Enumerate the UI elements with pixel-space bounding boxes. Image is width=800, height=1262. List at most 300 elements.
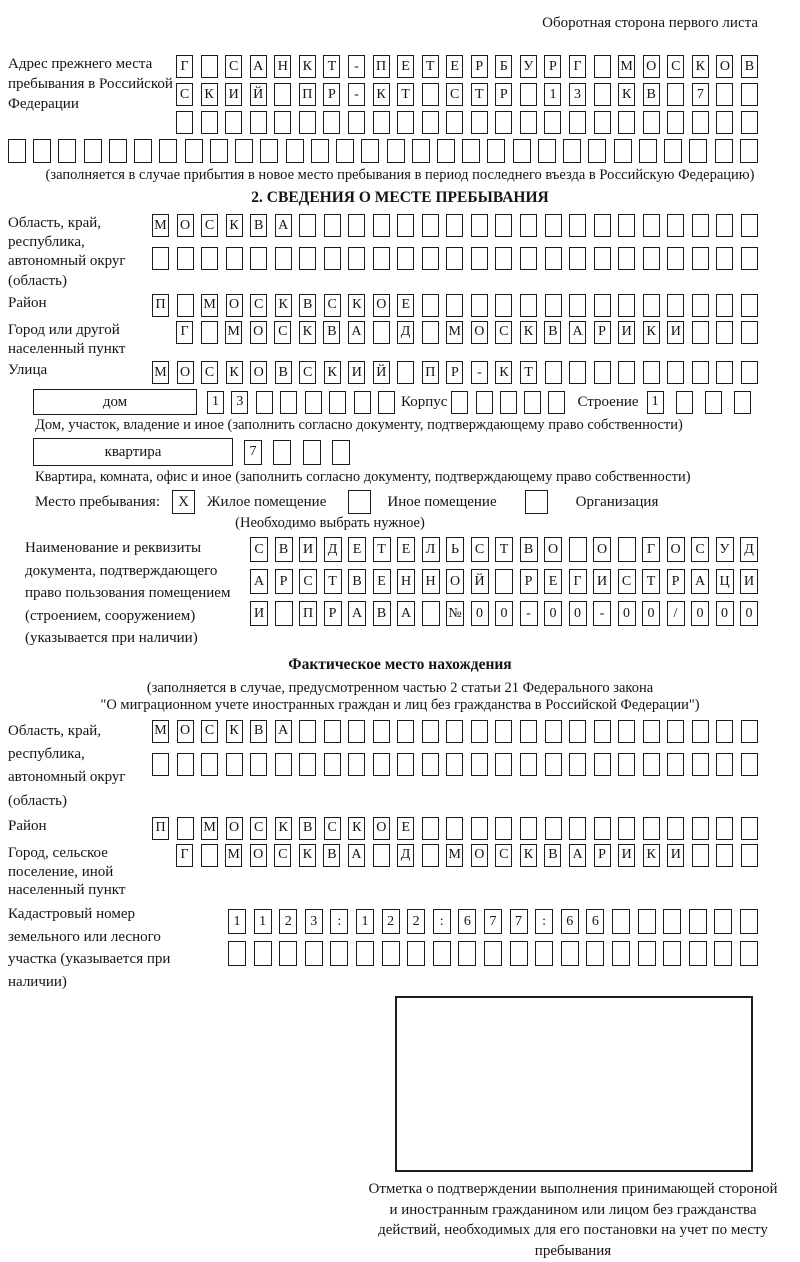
char-cell[interactable] bbox=[446, 214, 463, 237]
char-cell[interactable]: В bbox=[348, 569, 366, 594]
char-cell[interactable]: Р bbox=[520, 569, 538, 594]
char-cell[interactable]: Н bbox=[422, 569, 440, 594]
char-cell[interactable]: К bbox=[520, 321, 537, 344]
char-cell[interactable]: Й bbox=[250, 83, 267, 106]
char-cell[interactable] bbox=[716, 817, 733, 840]
char-cell[interactable]: В bbox=[275, 537, 293, 562]
cadastral-row-2[interactable] bbox=[228, 941, 758, 966]
char-cell[interactable]: С bbox=[324, 294, 341, 317]
char-cell[interactable] bbox=[324, 753, 341, 776]
char-cell[interactable]: 3 bbox=[305, 909, 323, 934]
char-cell[interactable] bbox=[667, 361, 684, 384]
char-cell[interactable]: В bbox=[520, 537, 538, 562]
char-cell[interactable] bbox=[618, 753, 635, 776]
char-cell[interactable]: Е bbox=[397, 294, 414, 317]
char-cell[interactable] bbox=[201, 247, 218, 270]
char-cell[interactable] bbox=[594, 214, 611, 237]
apartment-type-box[interactable]: квартира bbox=[33, 438, 233, 466]
region-row-2[interactable] bbox=[152, 247, 758, 270]
char-cell[interactable] bbox=[159, 139, 177, 163]
char-cell[interactable]: Р bbox=[323, 83, 340, 106]
char-cell[interactable]: А bbox=[250, 569, 268, 594]
char-cell[interactable] bbox=[225, 111, 242, 134]
char-cell[interactable]: И bbox=[740, 569, 758, 594]
char-cell[interactable] bbox=[228, 941, 246, 966]
char-cell[interactable] bbox=[177, 294, 194, 317]
char-cell[interactable] bbox=[618, 361, 635, 384]
char-cell[interactable] bbox=[741, 844, 758, 867]
char-cell[interactable] bbox=[667, 83, 684, 106]
char-cell[interactable]: А bbox=[348, 321, 365, 344]
char-cell[interactable] bbox=[397, 720, 414, 743]
char-cell[interactable] bbox=[256, 391, 273, 414]
char-cell[interactable] bbox=[422, 720, 439, 743]
char-cell[interactable] bbox=[382, 941, 400, 966]
char-cell[interactable]: О bbox=[643, 55, 660, 78]
char-cell[interactable] bbox=[451, 391, 468, 414]
char-cell[interactable]: О bbox=[177, 214, 194, 237]
char-cell[interactable] bbox=[639, 139, 657, 163]
char-cell[interactable]: П bbox=[152, 294, 169, 317]
char-cell[interactable]: Т bbox=[323, 55, 340, 78]
char-cell[interactable] bbox=[545, 247, 562, 270]
char-cell[interactable]: Т bbox=[642, 569, 660, 594]
char-cell[interactable] bbox=[458, 941, 476, 966]
prev-address-row-2[interactable] bbox=[176, 83, 758, 106]
char-cell[interactable] bbox=[471, 720, 488, 743]
char-cell[interactable]: К bbox=[520, 844, 537, 867]
char-cell[interactable]: А bbox=[569, 844, 586, 867]
char-cell[interactable] bbox=[510, 941, 528, 966]
char-cell[interactable] bbox=[667, 817, 684, 840]
char-cell[interactable]: Р bbox=[594, 844, 611, 867]
char-cell[interactable] bbox=[692, 321, 709, 344]
char-cell[interactable] bbox=[303, 440, 321, 465]
char-cell[interactable] bbox=[520, 753, 537, 776]
char-cell[interactable]: 3 bbox=[231, 391, 248, 414]
char-cell[interactable]: Е bbox=[348, 537, 366, 562]
char-cell[interactable]: А bbox=[348, 844, 365, 867]
char-cell[interactable] bbox=[354, 391, 371, 414]
char-cell[interactable] bbox=[397, 753, 414, 776]
char-cell[interactable] bbox=[618, 720, 635, 743]
char-cell[interactable] bbox=[664, 139, 682, 163]
city-row[interactable] bbox=[176, 321, 758, 344]
char-cell[interactable] bbox=[348, 753, 365, 776]
char-cell[interactable]: Т bbox=[422, 55, 439, 78]
char-cell[interactable] bbox=[643, 817, 660, 840]
char-cell[interactable] bbox=[569, 294, 586, 317]
char-cell[interactable] bbox=[569, 720, 586, 743]
char-cell[interactable] bbox=[643, 111, 660, 134]
char-cell[interactable] bbox=[495, 111, 512, 134]
char-cell[interactable]: П bbox=[152, 817, 169, 840]
char-cell[interactable]: С bbox=[691, 537, 709, 562]
char-cell[interactable]: 0 bbox=[642, 601, 660, 626]
char-cell[interactable]: Т bbox=[373, 537, 391, 562]
char-cell[interactable]: В bbox=[323, 321, 340, 344]
char-cell[interactable] bbox=[336, 139, 354, 163]
char-cell[interactable]: У bbox=[520, 55, 537, 78]
char-cell[interactable] bbox=[716, 294, 733, 317]
char-cell[interactable] bbox=[520, 817, 537, 840]
char-cell[interactable]: А bbox=[348, 601, 366, 626]
char-cell[interactable]: - bbox=[348, 55, 365, 78]
char-cell[interactable] bbox=[373, 214, 390, 237]
char-cell[interactable]: 0 bbox=[569, 601, 587, 626]
char-cell[interactable]: К bbox=[348, 817, 365, 840]
char-cell[interactable] bbox=[692, 361, 709, 384]
char-cell[interactable] bbox=[612, 909, 630, 934]
char-cell[interactable] bbox=[716, 361, 733, 384]
char-cell[interactable]: Р bbox=[594, 321, 611, 344]
char-cell[interactable]: В bbox=[544, 321, 561, 344]
char-cell[interactable] bbox=[741, 111, 758, 134]
char-cell[interactable] bbox=[561, 941, 579, 966]
char-cell[interactable]: М bbox=[152, 361, 169, 384]
char-cell[interactable]: С bbox=[324, 817, 341, 840]
char-cell[interactable]: С bbox=[201, 361, 218, 384]
char-cell[interactable] bbox=[692, 294, 709, 317]
char-cell[interactable] bbox=[471, 817, 488, 840]
char-cell[interactable]: Е bbox=[397, 817, 414, 840]
char-cell[interactable] bbox=[373, 111, 390, 134]
char-cell[interactable] bbox=[667, 111, 684, 134]
region-row-1[interactable] bbox=[152, 214, 758, 237]
char-cell[interactable]: В bbox=[275, 361, 292, 384]
char-cell[interactable]: 6 bbox=[458, 909, 476, 934]
char-cell[interactable] bbox=[422, 601, 440, 626]
char-cell[interactable]: К bbox=[495, 361, 512, 384]
char-cell[interactable]: Б bbox=[495, 55, 512, 78]
char-cell[interactable] bbox=[618, 817, 635, 840]
char-cell[interactable] bbox=[594, 247, 611, 270]
document-row-2[interactable] bbox=[250, 569, 758, 594]
char-cell[interactable] bbox=[495, 569, 513, 594]
char-cell[interactable] bbox=[422, 321, 439, 344]
char-cell[interactable] bbox=[638, 941, 656, 966]
char-cell[interactable] bbox=[433, 941, 451, 966]
char-cell[interactable]: Е bbox=[446, 55, 463, 78]
char-cell[interactable] bbox=[361, 139, 379, 163]
char-cell[interactable]: К bbox=[299, 55, 316, 78]
char-cell[interactable]: С bbox=[250, 537, 268, 562]
char-cell[interactable] bbox=[273, 440, 291, 465]
char-cell[interactable]: Н bbox=[274, 55, 291, 78]
district-row[interactable] bbox=[152, 294, 758, 317]
char-cell[interactable] bbox=[201, 111, 218, 134]
char-cell[interactable] bbox=[329, 391, 346, 414]
char-cell[interactable] bbox=[667, 214, 684, 237]
char-cell[interactable] bbox=[569, 537, 587, 562]
char-cell[interactable]: М bbox=[225, 321, 242, 344]
char-cell[interactable]: П bbox=[373, 55, 390, 78]
char-cell[interactable]: П bbox=[299, 83, 316, 106]
char-cell[interactable]: О bbox=[373, 817, 390, 840]
char-cell[interactable] bbox=[33, 139, 51, 163]
char-cell[interactable] bbox=[305, 941, 323, 966]
char-cell[interactable] bbox=[716, 720, 733, 743]
char-cell[interactable]: Д bbox=[397, 844, 414, 867]
char-cell[interactable]: 7 bbox=[484, 909, 502, 934]
char-cell[interactable]: С bbox=[495, 844, 512, 867]
char-cell[interactable] bbox=[618, 247, 635, 270]
char-cell[interactable]: Т bbox=[495, 537, 513, 562]
cadastral-row-1[interactable] bbox=[228, 909, 758, 934]
char-cell[interactable]: К bbox=[201, 83, 218, 106]
char-cell[interactable]: А bbox=[275, 720, 292, 743]
char-cell[interactable] bbox=[476, 391, 493, 414]
char-cell[interactable] bbox=[254, 941, 272, 966]
char-cell[interactable] bbox=[716, 844, 733, 867]
char-cell[interactable]: Н bbox=[397, 569, 415, 594]
char-cell[interactable]: 7 bbox=[510, 909, 528, 934]
char-cell[interactable]: У bbox=[716, 537, 734, 562]
char-cell[interactable] bbox=[545, 214, 562, 237]
char-cell[interactable] bbox=[569, 753, 586, 776]
char-cell[interactable]: 1 bbox=[356, 909, 374, 934]
char-cell[interactable] bbox=[235, 139, 253, 163]
stay-option-org-checkbox[interactable] bbox=[525, 490, 548, 514]
char-cell[interactable] bbox=[716, 321, 733, 344]
char-cell[interactable] bbox=[545, 294, 562, 317]
prev-address-row-3[interactable] bbox=[176, 111, 758, 134]
char-cell[interactable] bbox=[643, 361, 660, 384]
char-cell[interactable] bbox=[667, 247, 684, 270]
char-cell[interactable] bbox=[618, 537, 636, 562]
char-cell[interactable]: 0 bbox=[495, 601, 513, 626]
char-cell[interactable] bbox=[299, 111, 316, 134]
char-cell[interactable]: Й bbox=[471, 569, 489, 594]
char-cell[interactable]: И bbox=[593, 569, 611, 594]
char-cell[interactable] bbox=[740, 909, 758, 934]
char-cell[interactable] bbox=[692, 720, 709, 743]
char-cell[interactable]: 1 bbox=[207, 391, 224, 414]
char-cell[interactable] bbox=[134, 139, 152, 163]
char-cell[interactable]: : bbox=[535, 909, 553, 934]
char-cell[interactable] bbox=[667, 720, 684, 743]
char-cell[interactable] bbox=[741, 753, 758, 776]
char-cell[interactable]: А bbox=[397, 601, 415, 626]
char-cell[interactable] bbox=[689, 941, 707, 966]
char-cell[interactable] bbox=[226, 753, 243, 776]
char-cell[interactable] bbox=[201, 844, 218, 867]
char-cell[interactable]: М bbox=[618, 55, 635, 78]
char-cell[interactable] bbox=[716, 111, 733, 134]
char-cell[interactable] bbox=[667, 294, 684, 317]
char-cell[interactable] bbox=[305, 391, 322, 414]
char-cell[interactable]: О bbox=[226, 817, 243, 840]
char-cell[interactable] bbox=[422, 111, 439, 134]
char-cell[interactable]: № bbox=[446, 601, 464, 626]
char-cell[interactable] bbox=[185, 139, 203, 163]
char-cell[interactable]: 1 bbox=[254, 909, 272, 934]
char-cell[interactable] bbox=[378, 391, 395, 414]
char-cell[interactable] bbox=[643, 753, 660, 776]
char-cell[interactable] bbox=[741, 361, 758, 384]
char-cell[interactable] bbox=[446, 111, 463, 134]
char-cell[interactable] bbox=[663, 909, 681, 934]
char-cell[interactable] bbox=[84, 139, 102, 163]
char-cell[interactable] bbox=[373, 720, 390, 743]
char-cell[interactable] bbox=[274, 83, 291, 106]
char-cell[interactable]: Д bbox=[324, 537, 342, 562]
char-cell[interactable] bbox=[692, 844, 709, 867]
char-cell[interactable] bbox=[397, 111, 414, 134]
char-cell[interactable]: 7 bbox=[692, 83, 709, 106]
char-cell[interactable]: В bbox=[544, 844, 561, 867]
char-cell[interactable] bbox=[715, 139, 733, 163]
char-cell[interactable]: - bbox=[471, 361, 488, 384]
char-cell[interactable] bbox=[594, 361, 611, 384]
char-cell[interactable]: М bbox=[446, 321, 463, 344]
char-cell[interactable] bbox=[569, 214, 586, 237]
prev-address-row-4[interactable] bbox=[8, 139, 758, 163]
char-cell[interactable] bbox=[471, 247, 488, 270]
char-cell[interactable] bbox=[471, 294, 488, 317]
char-cell[interactable]: С bbox=[274, 321, 291, 344]
house-type-box[interactable]: дом bbox=[33, 389, 197, 415]
char-cell[interactable]: 2 bbox=[407, 909, 425, 934]
char-cell[interactable]: К bbox=[275, 294, 292, 317]
char-cell[interactable] bbox=[201, 321, 218, 344]
char-cell[interactable]: А bbox=[275, 214, 292, 237]
char-cell[interactable]: В bbox=[299, 294, 316, 317]
char-cell[interactable] bbox=[663, 941, 681, 966]
char-cell[interactable]: М bbox=[201, 294, 218, 317]
char-cell[interactable]: 2 bbox=[279, 909, 297, 934]
char-cell[interactable] bbox=[422, 817, 439, 840]
char-cell[interactable] bbox=[545, 753, 562, 776]
char-cell[interactable] bbox=[520, 83, 537, 106]
char-cell[interactable] bbox=[535, 941, 553, 966]
char-cell[interactable] bbox=[495, 817, 512, 840]
stay-option-zhiloe-checkbox[interactable]: X bbox=[172, 490, 195, 514]
char-cell[interactable] bbox=[740, 941, 758, 966]
char-cell[interactable]: Р bbox=[667, 569, 685, 594]
char-cell[interactable]: 1 bbox=[647, 391, 664, 414]
char-cell[interactable]: Д bbox=[740, 537, 758, 562]
char-cell[interactable] bbox=[714, 909, 732, 934]
char-cell[interactable] bbox=[274, 111, 291, 134]
char-cell[interactable]: А bbox=[691, 569, 709, 594]
char-cell[interactable]: С bbox=[225, 55, 242, 78]
char-cell[interactable] bbox=[716, 83, 733, 106]
char-cell[interactable] bbox=[471, 111, 488, 134]
char-cell[interactable]: 1 bbox=[228, 909, 246, 934]
char-cell[interactable]: Е bbox=[397, 537, 415, 562]
char-cell[interactable]: О bbox=[250, 321, 267, 344]
char-cell[interactable] bbox=[422, 247, 439, 270]
char-cell[interactable] bbox=[500, 391, 517, 414]
char-cell[interactable] bbox=[594, 83, 611, 106]
char-cell[interactable]: О bbox=[471, 321, 488, 344]
char-cell[interactable]: К bbox=[373, 83, 390, 106]
char-cell[interactable]: Е bbox=[373, 569, 391, 594]
char-cell[interactable] bbox=[495, 720, 512, 743]
char-cell[interactable] bbox=[692, 214, 709, 237]
char-cell[interactable] bbox=[437, 139, 455, 163]
char-cell[interactable] bbox=[8, 139, 26, 163]
char-cell[interactable]: С bbox=[250, 817, 267, 840]
char-cell[interactable] bbox=[152, 753, 169, 776]
char-cell[interactable] bbox=[250, 753, 267, 776]
char-cell[interactable] bbox=[520, 111, 537, 134]
char-cell[interactable] bbox=[176, 111, 193, 134]
char-cell[interactable] bbox=[741, 294, 758, 317]
char-cell[interactable]: С bbox=[495, 321, 512, 344]
char-cell[interactable]: / bbox=[667, 601, 685, 626]
char-cell[interactable]: Р bbox=[324, 601, 342, 626]
char-cell[interactable] bbox=[422, 753, 439, 776]
char-cell[interactable] bbox=[594, 720, 611, 743]
char-cell[interactable] bbox=[422, 294, 439, 317]
char-cell[interactable]: - bbox=[348, 83, 365, 106]
apartment-number-row[interactable] bbox=[244, 440, 350, 465]
char-cell[interactable]: 0 bbox=[716, 601, 734, 626]
char-cell[interactable]: В bbox=[250, 214, 267, 237]
char-cell[interactable]: И bbox=[618, 321, 635, 344]
char-cell[interactable] bbox=[643, 294, 660, 317]
char-cell[interactable]: К bbox=[348, 294, 365, 317]
char-cell[interactable]: В bbox=[299, 817, 316, 840]
char-cell[interactable] bbox=[524, 391, 541, 414]
char-cell[interactable]: С bbox=[446, 83, 463, 106]
char-cell[interactable] bbox=[226, 247, 243, 270]
char-cell[interactable] bbox=[594, 111, 611, 134]
char-cell[interactable]: С bbox=[176, 83, 193, 106]
char-cell[interactable]: К bbox=[299, 844, 316, 867]
char-cell[interactable] bbox=[594, 817, 611, 840]
char-cell[interactable]: О bbox=[667, 537, 685, 562]
char-cell[interactable]: Р bbox=[544, 55, 561, 78]
char-cell[interactable]: Й bbox=[373, 361, 390, 384]
char-cell[interactable] bbox=[643, 720, 660, 743]
stroenie-row[interactable] bbox=[647, 391, 751, 414]
char-cell[interactable]: Р bbox=[275, 569, 293, 594]
char-cell[interactable]: О bbox=[177, 720, 194, 743]
char-cell[interactable]: Г bbox=[569, 569, 587, 594]
prev-address-row-1[interactable] bbox=[176, 55, 758, 78]
char-cell[interactable]: К bbox=[618, 83, 635, 106]
char-cell[interactable] bbox=[594, 753, 611, 776]
char-cell[interactable]: С bbox=[201, 720, 218, 743]
char-cell[interactable]: 0 bbox=[618, 601, 636, 626]
char-cell[interactable] bbox=[323, 111, 340, 134]
char-cell[interactable]: О bbox=[250, 844, 267, 867]
char-cell[interactable]: К bbox=[643, 321, 660, 344]
char-cell[interactable] bbox=[643, 247, 660, 270]
char-cell[interactable] bbox=[58, 139, 76, 163]
char-cell[interactable]: С bbox=[667, 55, 684, 78]
char-cell[interactable] bbox=[740, 139, 758, 163]
char-cell[interactable]: Т bbox=[471, 83, 488, 106]
char-cell[interactable]: К bbox=[324, 361, 341, 384]
char-cell[interactable] bbox=[734, 391, 751, 414]
house-number-row[interactable] bbox=[207, 391, 395, 414]
char-cell[interactable]: Ь bbox=[446, 537, 464, 562]
char-cell[interactable]: И bbox=[225, 83, 242, 106]
char-cell[interactable] bbox=[513, 139, 531, 163]
char-cell[interactable] bbox=[484, 941, 502, 966]
char-cell[interactable]: В bbox=[250, 720, 267, 743]
char-cell[interactable]: Т bbox=[324, 569, 342, 594]
char-cell[interactable]: М bbox=[225, 844, 242, 867]
char-cell[interactable] bbox=[495, 214, 512, 237]
char-cell[interactable]: Л bbox=[422, 537, 440, 562]
char-cell[interactable] bbox=[741, 720, 758, 743]
char-cell[interactable]: Е bbox=[397, 55, 414, 78]
